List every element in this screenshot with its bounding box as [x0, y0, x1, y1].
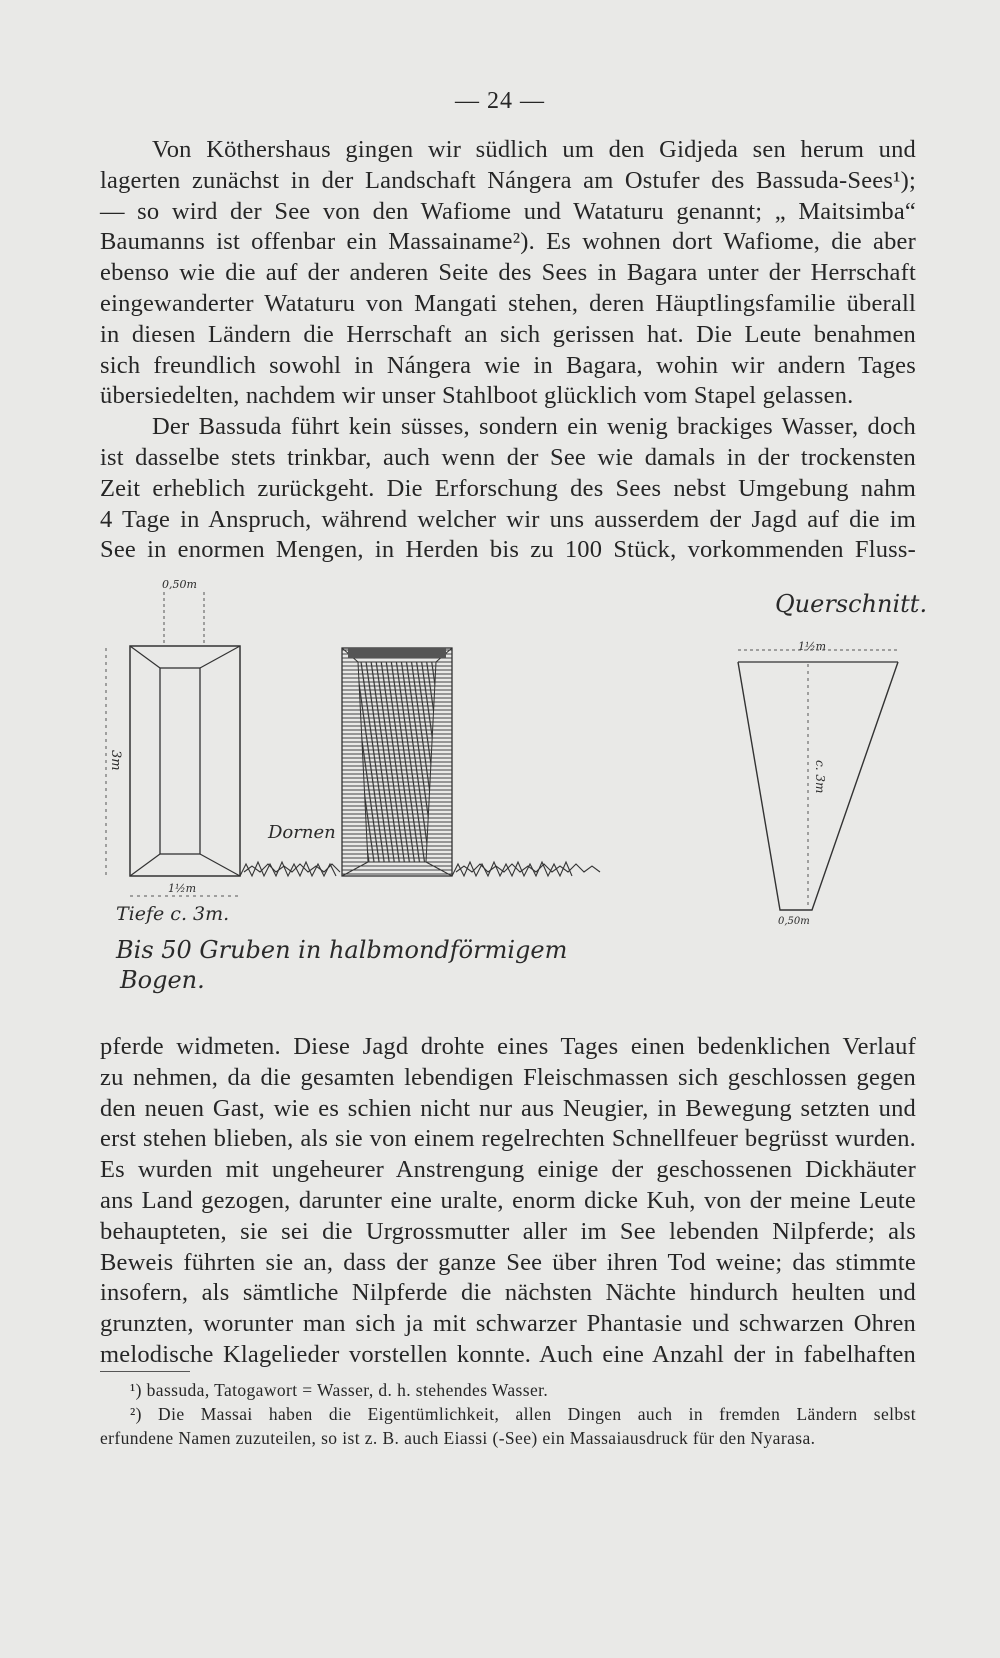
text-line: melodische Klagelieder vorstellen konnte. Auch eine Anzahl der in fabelhaften	[100, 1340, 916, 1368]
label-qs-depth: c. 3m	[813, 760, 827, 794]
text-line: See in enormen Mengen, in Herden bis zu 100 Stück, vorkommenden Fluss-	[100, 536, 916, 564]
footnote-1: ¹) bassuda, Tatogawort = Wasser, d. h. stehendes Wasser.	[130, 1380, 549, 1400]
text-line: lagerten zunächst in der Landschaft Nángera am Ostufer des Bassuda-Sees¹);	[100, 166, 916, 194]
body-text-upper	[100, 135, 916, 566]
label-depth: 3m	[108, 750, 123, 771]
label-querschnitt: Querschnitt.	[775, 590, 928, 618]
caption-line-1: Bis 50 Gruben in halbmondförmigem	[116, 936, 568, 964]
label-width: 1½m	[168, 882, 197, 895]
text-line: Der Bassuda führt kein süsses, sondern ein wenig brackiges Wasser, doch	[152, 413, 916, 441]
text-line: behaupteten, sie sei die Urgrossmutter aller im See lebenden Nilpferde; als	[100, 1217, 916, 1245]
pit-covered-view	[342, 648, 452, 876]
text-line: übersiedelten, nachdem wir unser Stahlboot glücklich vom Stapel gelassen.	[100, 382, 854, 410]
text-line: sich freundlich sowohl in Nángera wie in Bagara, wohin wir andern Tages	[100, 351, 916, 379]
text-line: den neuen Gast, wie es schien nicht nur aus Neugier, in Bewegung setzten und	[100, 1094, 916, 1122]
footnote-2: ²) Die Massai haben die Eigentümlichkeit, allen Dingen auch in fremden Ländern selbst	[130, 1404, 916, 1424]
text-line: Zeit erheblich zurückgeht. Die Erforschung des Sees nebst Umgebung nahm	[100, 474, 916, 502]
text-line: Von Köthershaus gingen wir südlich um den Gidjeda sen herum und	[152, 136, 916, 163]
pit-top-view	[106, 592, 240, 896]
page-number: — 24 —	[455, 88, 545, 114]
label-qs-width: 1½m	[798, 640, 827, 653]
text-line: Baumanns ist offenbar ein Massainame²). Es wohnen dort Wafiome, die aber	[100, 228, 916, 256]
footnote-divider	[100, 1371, 190, 1372]
text-line: pferde widmeten. Diese Jagd drohte eines Tages einen bedenklichen Verlauf	[100, 1033, 916, 1060]
text-line: Es wurden mit ungeheurer Anstrengung einige der geschossenen Dickhäuter	[100, 1156, 916, 1184]
text-line: — so wird der See von den Wafiome und Wataturu genannt; „ Maitsimba“	[100, 197, 916, 225]
footnotes	[100, 1378, 916, 1450]
footnote-2-cont: erfundene Namen zuzuteilen, so ist z. B. auch Eiassi (-See) ein Massaiausdruck für den Nyarasa.	[100, 1428, 816, 1448]
text-line: Beweis führten sie an, dass der ganze See über ihren Tod weine; das stimmte	[100, 1248, 916, 1276]
label-qs-bottom: 0,50m	[778, 916, 810, 927]
body-text-lower	[100, 1032, 916, 1371]
text-line: ebenso wie die auf der anderen Seite des Sees in Bagara unter der Herrschaft	[100, 259, 916, 287]
text-line: insofern, als sämtliche Nilpferde die nächsten Nächte hindurch heulten und	[100, 1279, 916, 1307]
text-line: in diesen Ländern die Herrschaft an sich gerissen hat. Die Leute benahmen	[100, 320, 916, 348]
label-top-width: 0,50m	[162, 580, 197, 591]
label-dornen: Dornen	[268, 822, 336, 843]
text-line: eingewanderter Wataturu von Mangati stehen, deren Häuptlingsfamilie überall	[100, 289, 916, 317]
text-line: grunzten, worunter man sich ja mit schwarzer Phantasie und schwarzen Ohren	[100, 1310, 916, 1338]
text-line: ist dasselbe stets trinkbar, auch wenn der See wie damals in der trockensten	[100, 443, 916, 471]
text-line: ans Land gezogen, darunter eine uralte, enorm dicke Kuh, von der meine Leute	[100, 1186, 916, 1214]
pit-trap-sketch	[90, 580, 930, 1000]
text-line: erst stehen blieben, als sie von einem regelrechten Schnellfeuer begrüsst wurden.	[100, 1125, 916, 1153]
caption-line-2: Bogen.	[120, 966, 205, 994]
text-line: 4 Tage in Anspruch, während welcher wir uns ausserdem der Jagd auf die im	[100, 505, 916, 533]
label-tiefe: Tiefe c. 3m.	[116, 903, 230, 925]
text-line: zu nehmen, da die gesamten lebendigen Fleischmassen sich geschlossen gegen	[100, 1063, 916, 1091]
sketch-svg	[90, 580, 930, 1000]
